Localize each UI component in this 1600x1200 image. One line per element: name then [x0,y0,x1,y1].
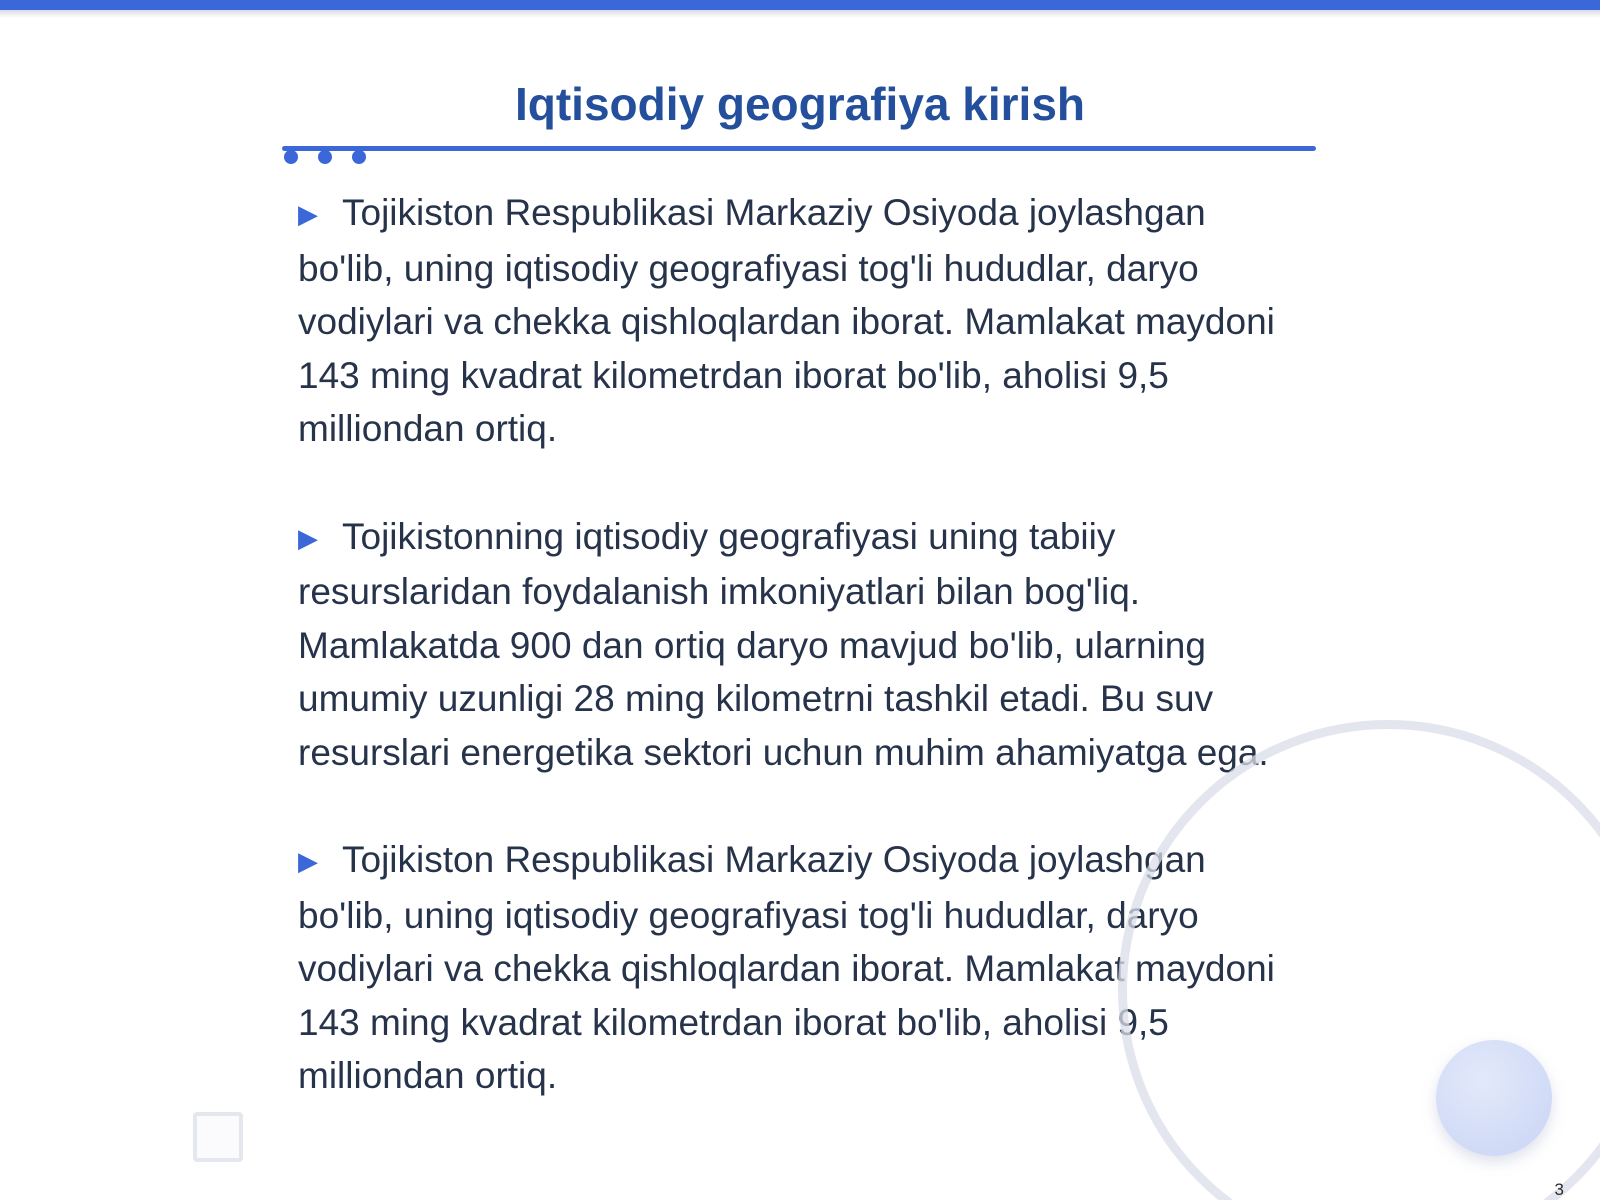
page-number: 3 [1554,1180,1564,1199]
bullet-paragraph [298,510,1298,780]
paragraph-text: Tojikiston Respublikasi Markaziy Osiyoda joylashgan bo'lib, uning iqtisodiy geografiyasi tog'li hududlar, daryo vodiylari va chekka qishloqlardan iborat. Mamlakat maydoni 143 ming kvadrat kilometrdan iborat bo'lib, aholisi 9,5 milliondan ortiq. [298,839,1275,1096]
decorative-circle [1436,1040,1552,1156]
decorative-dot [318,150,332,164]
paragraph-text: Tojikiston Respublikasi Markaziy Osiyoda joylashgan bo'lib, uning iqtisodiy geografiyasi tog'li hududlar, daryo vodiylari va chekka qishloqlardan iborat. Mamlakat maydoni 143 ming kvadrat kilometrdan iborat bo'lib, aholisi 9,5 milliondan ortiq. [298,192,1275,449]
title-underline [282,146,1316,151]
paragraph-text: Tojikistonning iqtisodiy geografiyasi uning tabiiy resurslaridan foydalanish imkoniyatlari bilan bog'liq. Mamlakatda 900 dan ortiq daryo mavjud bo'lib, ularning umumiy uzunligi 28 ming kilometrni tashkil etadi. Bu suv resurslari energetika sektori uchun muhim ahamiyatga ega. [298,515,1269,773]
triangle-bullet-icon: ▶ [298,846,318,876]
decorative-dot [284,150,298,164]
triangle-bullet-icon: ▶ [298,522,318,553]
triangle-bullet-icon: ▶ [298,199,318,229]
decorative-dot [352,150,366,164]
slide-title: Iqtisodiy geografiya kirish [514,78,1086,130]
top-accent-bar [0,0,1600,10]
bullet-paragraph [298,186,1298,456]
decorative-square [193,1112,243,1162]
top-bar-shadow [0,10,1600,18]
